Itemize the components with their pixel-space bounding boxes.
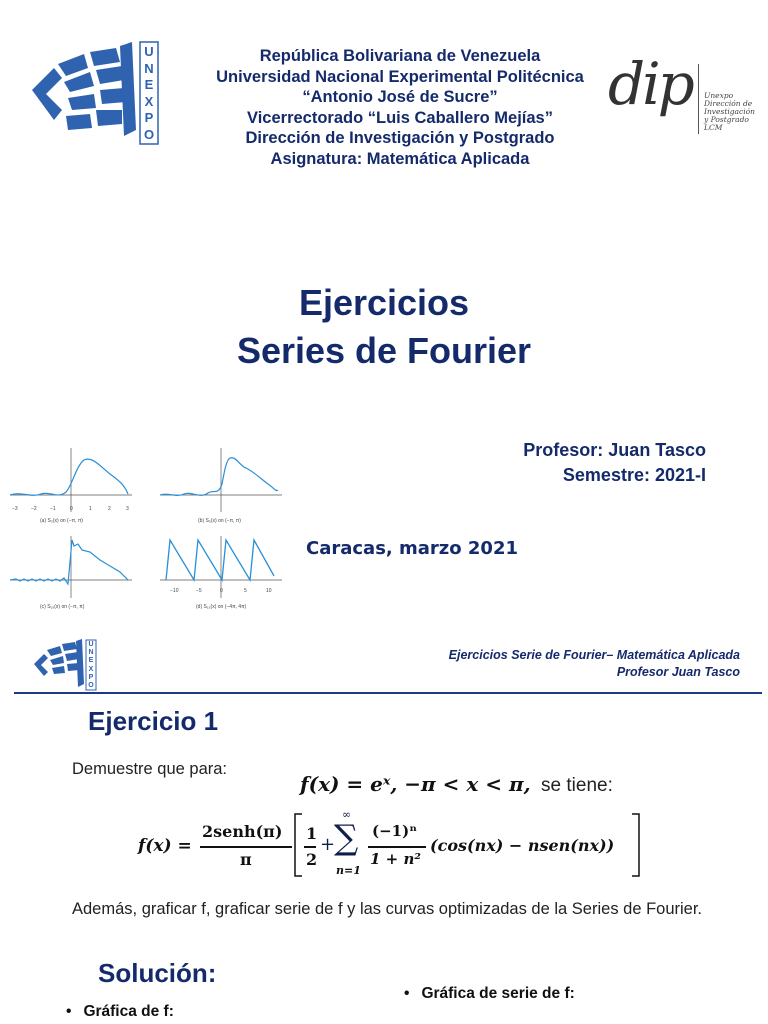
formula-half-den: 2 [306, 850, 318, 869]
cover-title-line1: Ejercicios [298, 282, 470, 323]
institution-header [190, 46, 610, 169]
header-line: Dirección de Investigación y Postgrado [245, 129, 555, 147]
plot-b-caption: (b) S₅(x) on (−π, π) [198, 518, 241, 524]
exercise-also-text: Además, graficar f, graficar serie de f y las curvas optimizadas de la Series de Fourier. [72, 900, 703, 918]
plot-b [156, 444, 286, 524]
plus-sign: + [320, 834, 336, 855]
bullet-dot: • [66, 1003, 72, 1020]
unexpo-logo [24, 38, 174, 148]
fraction-bar [304, 846, 316, 848]
logo-letter: U [88, 641, 94, 648]
semester-label: Semestre: 2021-I [562, 465, 706, 485]
footer-professor-line: Profesor Juan Tasco [616, 665, 740, 679]
bullet-function-label: Gráfica de f: [83, 1003, 174, 1020]
formula-term-den: 1 + n² [370, 850, 421, 868]
plot-c [6, 532, 136, 612]
logo-letter: N [88, 649, 94, 657]
fraction-bar [368, 846, 426, 848]
dip-logo [606, 48, 756, 148]
bullet-series-label: Gráfica de serie de f: [421, 985, 575, 1002]
formula-half-num: 1 [306, 824, 318, 843]
logo-letter: O [88, 682, 94, 690]
summation-symbol: ∑ [334, 818, 359, 858]
bullet-dot: • [404, 985, 410, 1002]
plot-d-ticks: −10 −5 0 5 10 [170, 588, 272, 594]
unexpo-logo-small [32, 638, 102, 692]
exercise-statement [300, 772, 613, 797]
plot-d-caption: (d) S₁₅(x) on (−4π, 4π) [196, 604, 247, 610]
header-line: “Antonio José de Sucre” [302, 88, 498, 106]
city-date: Caracas, marzo 2021 [306, 538, 519, 559]
header-line: Vicerrectorado “Luis Caballero Mejías” [247, 108, 553, 127]
right-bracket [630, 812, 642, 878]
exercise-intro: Demuestre que para: [72, 760, 228, 778]
header-line: Universidad Nacional Experimental Politécnica [216, 67, 584, 86]
dip-caption-line: Dirección de [704, 99, 753, 108]
logo-letter: X [88, 665, 94, 673]
plot-a-ticks: −3 −2 −1 0 1 2 3 [12, 506, 129, 512]
unexpo-small-letters [87, 641, 95, 690]
statement-function: f(x) = eˣ, −π < x < π, [300, 772, 531, 796]
cover-title-line2: Series de Fourier [236, 330, 532, 371]
formula-term-num: (−1)ⁿ [372, 822, 417, 840]
left-bracket [292, 812, 304, 878]
formula-coef-den: π [240, 850, 252, 869]
header-line: República Bolivariana de Venezuela [259, 47, 541, 65]
bullet-series-graph [404, 985, 575, 1003]
plot-d [156, 532, 286, 612]
dip-caption-line: Investigación [704, 107, 755, 116]
footer-divider [14, 692, 762, 694]
plot-c-caption: (c) S₁₅(x) on (−π, π) [40, 604, 85, 610]
fraction-bar [200, 846, 292, 848]
logo-letter: O [143, 126, 155, 142]
sum-lower: n=1 [336, 864, 361, 877]
header-line: Asignatura: Matemática Aplicada [270, 149, 530, 168]
footer-course-line: Ejercicios Serie de Fourier– Matemática Aplicada [448, 648, 740, 662]
formula-tail: (cos(nx) − nsen(nx)) [430, 836, 615, 855]
formula-lhs: f(x) = [138, 836, 192, 856]
dip-logo-main: dip [608, 50, 692, 118]
dip-caption-line: LCM [704, 123, 723, 132]
fourier-plots-figure [6, 444, 286, 614]
exercise-title: Ejercicio 1 [88, 706, 219, 736]
plot-a [6, 444, 136, 524]
bullet-function-graph [66, 1003, 174, 1021]
dip-logo-caption [704, 92, 756, 132]
formula-coef-num: 2senh(π) [202, 822, 283, 841]
fourier-series-formula [136, 808, 656, 882]
plot-a-caption: (a) S₃(x) on (−π, π) [40, 518, 83, 524]
logo-letter: E [144, 77, 154, 92]
solution-title: Solución: [98, 958, 217, 988]
dip-caption-line: y Postgrado [704, 115, 749, 124]
professor-label: Profesor: Juan Tasco [523, 440, 706, 460]
logo-letter: P [88, 673, 94, 681]
sum-upper: ∞ [342, 808, 352, 821]
logo-letter: U [144, 44, 154, 59]
statement-tail: se tiene: [541, 775, 613, 796]
unexpo-letters [142, 44, 156, 143]
dip-caption-line: Unexpo [704, 91, 734, 100]
dip-divider [698, 64, 699, 134]
logo-letter: X [144, 93, 154, 109]
logo-letter: N [144, 60, 154, 76]
logo-letter: P [144, 110, 154, 125]
logo-letter: E [88, 657, 94, 665]
